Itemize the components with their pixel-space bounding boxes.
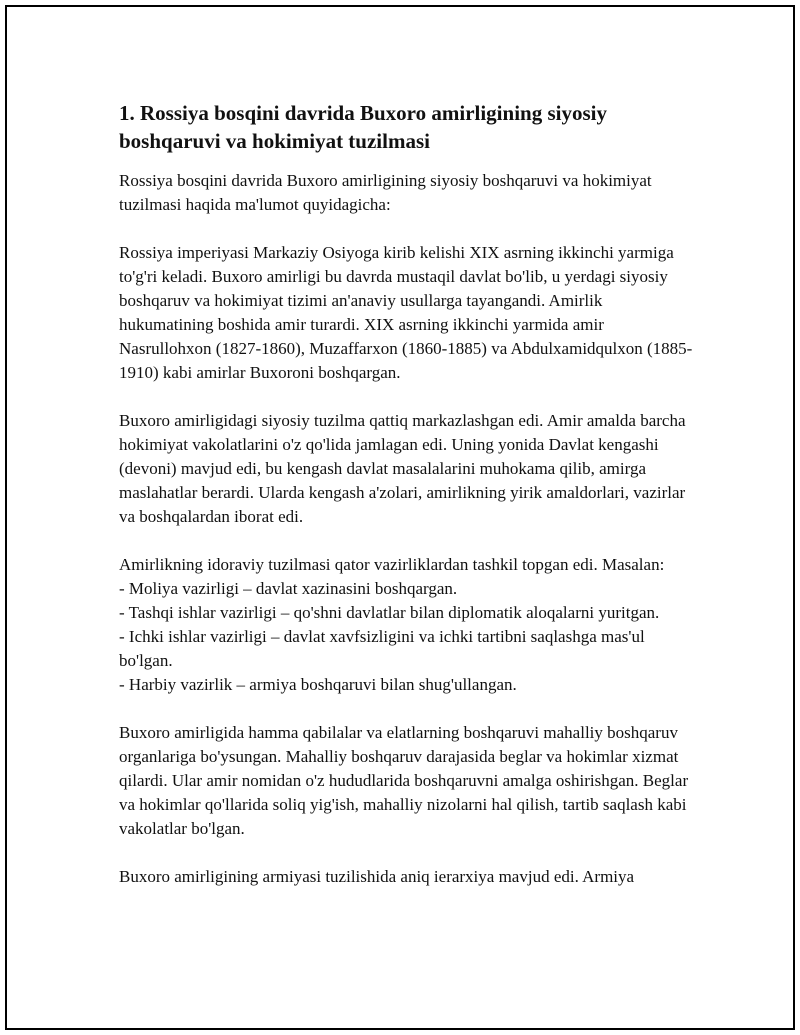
page-frame (5, 5, 795, 1030)
list-item: - Tashqi ishlar vazirligi – qo'shni davlatlar bilan diplomatik aloqalarni yuritgan. (119, 603, 660, 622)
paragraph-army: Buxoro amirligining armiyasi tuzilishida aniq ierarxiya mavjud edi. Armiya (119, 867, 635, 886)
paragraph-russian-conquest: Rossiya imperiyasi Markaziy Osiyoga kirib kelishi XIX asrning ikkinchi yarmiga to'g'ri keladi. Buxoro amirligi bu davrda mustaqil davlat bo'lib, u yerdagi siyosiy boshqaruv va hokimiyat tizimi an'anaviy usullarga tayangandi. Amirlik hukumatining boshida amir turardi. XIX asrning ikkinchi yarmida amir Nasrullohxon (1827-1860), Muzaffarxon (1860-1885) va Abdulxamidqulxon (1885-1910) kabi amirlar Buxoroni boshqargan. (119, 243, 693, 382)
intro-paragraph: Rossiya bosqini davrida Buxoro amirligining siyosiy boshqaruvi va hokimiyat tuzilmasi haqida ma'lumot quyidagicha: (119, 171, 652, 214)
list-item: - Ichki ishlar vazirligi – davlat xavfsizligini va ichki tartibni saqlashga mas'ul bo'lgan. (119, 627, 645, 670)
paragraph-centralized-structure: Buxoro amirligidagi siyosiy tuzilma qattiq markazlashgan edi. Amir amalda barcha hokimiyat vakolatlarini o'z qo'lida jamlagan edi. Uning yonida Davlat kengashi (devoni) mavjud edi, bu kengash davlat masalalarini muhokama qilib, amirga maslahatlar berardi. Ularda kengash a'zolari, amirlikning yirik amaldorlari, vazirlar va boshqalardan iborat edi. (119, 411, 686, 526)
document-title: 1. Rossiya bosqini davrida Buxoro amirligining siyosiy boshqaruvi va hokimiyat tuzilmasi (119, 101, 607, 153)
document-body (119, 99, 699, 913)
paragraph-local-governance: Buxoro amirligida hamma qabilalar va elatlarning boshqaruvi mahalliy boshqaruv organlariga bo'ysungan. Mahalliy boshqaruv darajasida beglar va hokimlar xizmat qilardi. Ular amir nomidan o'z hududlarida boshqaruvni amalga oshirishgan. Beglar va hokimlar qo'llarida soliq yig'ish, mahalliy nizolarni hal qilish, tartib saqlash kabi vakolatlar bo'lgan. (119, 723, 689, 838)
paragraph-ministries-intro: Amirlikning idoraviy tuzilmasi qator vazirliklardan tashkil topgan edi. Masalan: (119, 555, 665, 574)
ministries-list (119, 577, 699, 697)
list-item: - Moliya vazirligi – davlat xazinasini boshqargan. (119, 579, 458, 598)
list-item: - Harbiy vazirlik – armiya boshqaruvi bilan shug'ullangan. (119, 675, 517, 694)
